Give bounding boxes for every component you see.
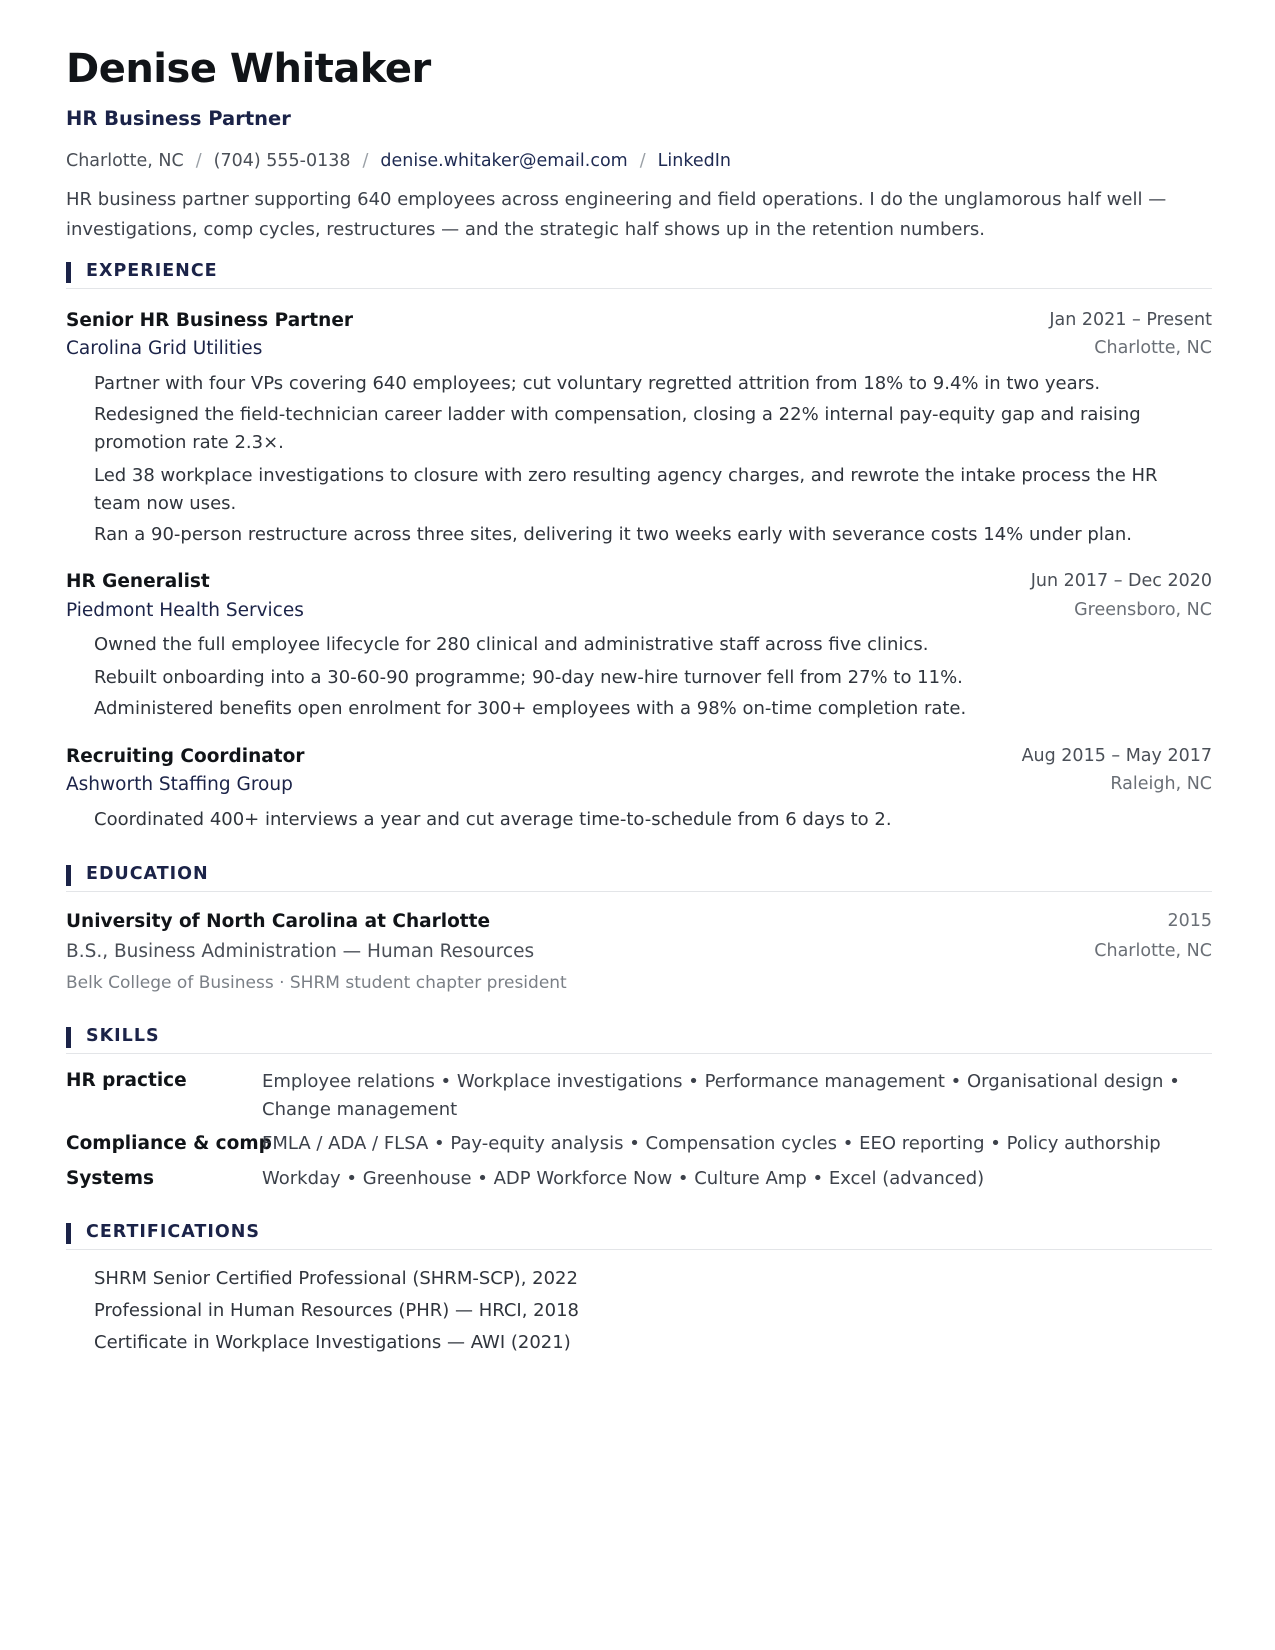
job-company-row <box>66 774 1212 802</box>
job-header <box>66 746 1212 774</box>
job-bullet: Ran a 90-person restructure across three sites, delivering it two weeks early with severance costs 14% under plan. <box>94 524 1132 545</box>
job-bullet: Led 38 workplace investigations to closure with zero resulting agency charges, and rewrote the intake process the HR team now uses. <box>94 465 1158 514</box>
job-bullet: Coordinated 400+ interviews a year and cut average time-to-schedule from 6 days to 2. <box>94 809 892 830</box>
skill-category-label: Compliance & comp <box>66 1133 272 1154</box>
job-company-row <box>66 600 1212 628</box>
certification-item: SHRM Senior Certified Professional (SHRM-SCP), 2022 <box>94 1268 578 1289</box>
job-bullet: Owned the full employee lifecycle for 280 clinical and administrative staff across five clinics. <box>94 634 929 655</box>
section-heading-certifications <box>66 1222 1212 1250</box>
section-heading-label: EDUCATION <box>86 864 209 884</box>
skill-category-values: FMLA / ADA / FLSA • Pay-equity analysis • Compensation cycles • EEO reporting • Policy authorship <box>262 1133 1161 1154</box>
skill-category-label: HR practice <box>66 1070 187 1091</box>
job-company: Ashworth Staffing Group <box>66 774 293 795</box>
education-degree-row <box>66 941 1212 969</box>
job-bullet: Rebuilt onboarding into a 30-60-90 programme; 90-day new-hire turnover fell from 27% to 11%. <box>94 667 963 688</box>
section-heading-label: CERTIFICATIONS <box>86 1222 261 1242</box>
section-accent-bar <box>66 262 71 283</box>
contact-location: Charlotte, NC <box>66 151 184 171</box>
education-note: Belk College of Business · SHRM student chapter president <box>66 973 567 993</box>
job-header <box>66 310 1212 338</box>
job-location: Raleigh, NC <box>1110 774 1212 794</box>
job-dates: Jan 2021 – Present <box>1049 310 1212 330</box>
section-heading-label: SKILLS <box>86 1026 160 1046</box>
job-location: Greensboro, NC <box>1074 600 1212 620</box>
contact-separator: / <box>639 151 646 171</box>
candidate-role: HR Business Partner <box>66 107 291 130</box>
education-location: Charlotte, NC <box>1094 941 1212 961</box>
section-heading-experience <box>66 261 1212 289</box>
section-accent-bar <box>66 1223 71 1244</box>
contact-line <box>66 151 731 171</box>
education-school: University of North Carolina at Charlotte <box>66 911 491 932</box>
job-bullet: Redesigned the field-technician career ladder with compensation, closing a 22% internal pay-equity gap and raising promotion rate 2.3×. <box>94 404 1141 453</box>
job-company: Carolina Grid Utilities <box>66 338 263 359</box>
skill-category-values: Workday • Greenhouse • ADP Workforce Now • Culture Amp • Excel (advanced) <box>262 1168 985 1189</box>
job-location: Charlotte, NC <box>1094 338 1212 358</box>
contact-email-link[interactable]: denise.whitaker@email.com <box>380 151 628 171</box>
job-dates: Jun 2017 – Dec 2020 <box>1030 571 1212 591</box>
contact-linkedin-link[interactable]: LinkedIn <box>657 151 731 171</box>
job-bullet: Partner with four VPs covering 640 employees; cut voluntary regretted attrition from 18% to 9.4% in two years. <box>94 373 1101 394</box>
job-title: HR Generalist <box>66 571 210 592</box>
contact-separator: / <box>362 151 369 171</box>
certification-item: Professional in Human Resources (PHR) — HRCI, 2018 <box>94 1300 579 1321</box>
job-title: Recruiting Coordinator <box>66 746 305 767</box>
section-heading-label: EXPERIENCE <box>86 261 218 281</box>
job-dates: Aug 2015 – May 2017 <box>1021 746 1212 766</box>
job-company-row <box>66 338 1212 366</box>
job-header <box>66 571 1212 599</box>
section-accent-bar <box>66 865 71 886</box>
job-title: Senior HR Business Partner <box>66 310 353 331</box>
contact-phone: (704) 555-0138 <box>213 151 351 171</box>
skill-category-values: Employee relations • Workplace investigations • Performance management • Organisational design • Change management <box>262 1071 1180 1120</box>
candidate-name: Denise Whitaker <box>66 46 431 92</box>
education-year: 2015 <box>1167 911 1212 931</box>
education-degree: B.S., Business Administration — Human Resources <box>66 941 535 962</box>
job-company: Piedmont Health Services <box>66 600 304 621</box>
section-accent-bar <box>66 1027 71 1048</box>
section-heading-education <box>66 864 1212 892</box>
education-header <box>66 911 1212 939</box>
section-heading-skills <box>66 1026 1212 1054</box>
summary-text: HR business partner supporting 640 employees across engineering and field operations. I do the unglamorous half well — investigations, comp cycles, restructures — and the strategic half shows up in the retention numbers. <box>66 189 1167 240</box>
job-bullet: Administered benefits open enrolment for 300+ employees with a 98% on-time completion rate. <box>94 698 967 719</box>
contact-separator: / <box>195 151 202 171</box>
certification-item: Certificate in Workplace Investigations — AWI (2021) <box>94 1332 571 1353</box>
skill-category-label: Systems <box>66 1168 155 1189</box>
